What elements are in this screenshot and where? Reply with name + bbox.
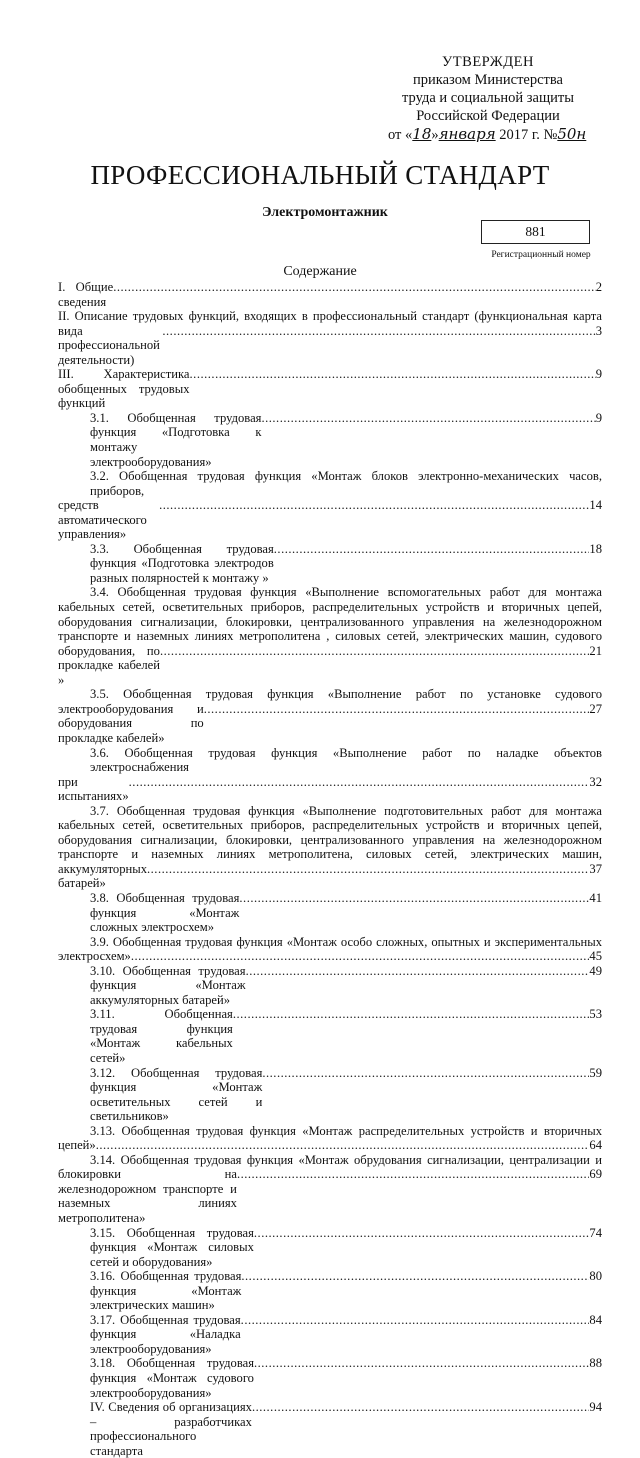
approval-block bbox=[388, 53, 588, 144]
toc-page-number: 3 bbox=[595, 323, 602, 338]
toc-entry[interactable] bbox=[58, 585, 602, 687]
toc-entry-title: вида профессиональной деятельности) bbox=[58, 323, 160, 367]
toc-leader-dots bbox=[233, 1007, 590, 1022]
toc-entry-line: кабельных сетей, осветительных приборов, распределительных устройств и вторичных цепей, bbox=[58, 818, 602, 833]
toc-leader-dots bbox=[159, 498, 589, 513]
toc-entry[interactable] bbox=[58, 1356, 602, 1400]
toc-entry-title: 3.11. Обобщенная трудовая функция «Монтаж кабельных сетей» bbox=[90, 1007, 233, 1065]
toc-entry-line: 3.6. Обобщенная трудовая функция «Выполнение работ по наладке объектов электроснабжения bbox=[90, 745, 602, 775]
toc-entry[interactable] bbox=[58, 280, 602, 309]
toc-entry-title: цепей» bbox=[58, 1138, 96, 1153]
toc-entry[interactable] bbox=[58, 1226, 602, 1270]
toc-entry-title: 3.17. Обобщенная трудовая функция «Наладка электрооборудования» bbox=[90, 1312, 241, 1356]
toc-entry-title: средств автоматического управления» bbox=[58, 498, 147, 542]
toc-entry-line: 3.9. Обобщенная трудовая функция «Монтаж особо сложных, опытных и экспериментальных bbox=[90, 934, 602, 949]
toc-page-number: 2 bbox=[595, 280, 602, 294]
toc-entry-title: оборудования, по прокладке кабелей » bbox=[58, 643, 160, 687]
toc-page-number: 45 bbox=[589, 949, 602, 964]
profession-name: Электромонтажник bbox=[262, 205, 388, 220]
approval-title: УТВЕРЖДЕН bbox=[442, 54, 534, 70]
page-title: ПРОФЕССИОНАЛЬНЫЙ СТАНДАРТ bbox=[90, 160, 550, 190]
toc-leader-dots bbox=[239, 891, 589, 906]
table-of-contents bbox=[58, 280, 602, 1458]
toc-page-number: 27 bbox=[589, 701, 602, 716]
toc-page-number: 37 bbox=[589, 861, 602, 876]
toc-entry-title: 3.18. Обобщенная трудовая функция «Монтаж судового электрооборудования» bbox=[90, 1356, 254, 1400]
toc-leader-dots bbox=[254, 1226, 590, 1241]
toc-page-number: 32 bbox=[589, 774, 602, 789]
toc-leader-dots bbox=[241, 1269, 589, 1284]
toc-leader-dots bbox=[252, 1400, 589, 1415]
toc-leader-dots bbox=[261, 411, 595, 426]
toc-entry-title: электрооборудования и оборудования по прокладке кабелей» bbox=[58, 701, 204, 745]
toc-entry-line: транспорте и наземных линиях метрополитена , силовых сетей, электрических машин, судового bbox=[58, 629, 602, 644]
toc-entry-title: 3.8. Обобщенная трудовая функция «Монтаж сложных электросхем» bbox=[90, 890, 240, 935]
toc-entry-line: 3.7. Обобщенная трудовая функция «Выполнение подготовительных работ для монтажа bbox=[90, 803, 602, 818]
toc-entry-line: 3.2. Обобщенная трудовая функция «Монтаж блоков электронно-механических часов, приборов, bbox=[90, 469, 602, 498]
toc-entry[interactable] bbox=[58, 891, 602, 935]
toc-entry-line: оборудования сигнализации, блокировки, централизованного управления на железнодорожном bbox=[58, 832, 602, 847]
toc-leader-dots bbox=[162, 324, 595, 339]
toc-page-number: 9 bbox=[595, 410, 602, 425]
toc-entry-title: 3.10. Обобщенная трудовая функция «Монтаж аккумуляторных батарей» bbox=[90, 963, 246, 1007]
toc-entry-title: при испытаниях» bbox=[58, 774, 129, 804]
toc-entry[interactable] bbox=[58, 411, 602, 469]
toc-entry[interactable] bbox=[58, 687, 602, 745]
toc-entry-title: 3.3. Обобщенная трудовая функция «Подготовка электродов разных полярностей к монтажу » bbox=[90, 541, 274, 585]
toc-leader-dots bbox=[274, 542, 590, 557]
approval-line-order: приказом Министерства bbox=[413, 72, 563, 88]
date-month: января bbox=[438, 125, 496, 143]
toc-page-number: 74 bbox=[589, 1225, 602, 1240]
toc-entry[interactable] bbox=[58, 367, 602, 411]
toc-entry-line: кабельных сетей, осветительных приборов, распределительных устройств и вторичных цепей, bbox=[58, 600, 602, 615]
toc-page-number: 21 bbox=[589, 643, 602, 658]
toc-entry-title: I. Общие сведения bbox=[58, 280, 114, 309]
toc-page-number: 14 bbox=[589, 498, 602, 513]
toc-leader-dots bbox=[113, 280, 596, 295]
order-number: 50н bbox=[557, 125, 587, 143]
toc-entry-title: III. Характеристика обобщенных трудовых функций bbox=[58, 367, 190, 411]
toc-leader-dots bbox=[241, 1313, 590, 1328]
toc-entry[interactable] bbox=[58, 935, 602, 964]
toc-leader-dots bbox=[190, 367, 596, 382]
toc-entry[interactable] bbox=[58, 469, 602, 542]
date-prefix: от « bbox=[388, 127, 413, 143]
toc-entry-line: 3.14. Обобщенная трудовая функция «Монтаж обрудования сигнализации, централизации и bbox=[90, 1152, 602, 1167]
toc-entry[interactable] bbox=[58, 542, 602, 586]
approval-line-ministry: труда и социальной защиты bbox=[402, 90, 574, 106]
toc-entry-title: 3.15. Обобщенная трудовая функция «Монтаж силовых сетей и оборудования» bbox=[90, 1225, 254, 1269]
registration-number-box: 881 bbox=[481, 220, 590, 244]
toc-page-number: 9 bbox=[595, 367, 602, 382]
toc-entry[interactable] bbox=[58, 1400, 602, 1458]
toc-leader-dots bbox=[254, 1356, 589, 1371]
toc-leader-dots bbox=[160, 644, 589, 659]
toc-entry[interactable] bbox=[58, 309, 602, 367]
toc-entry-title: IV. Сведения об организациях – разработчиках профессионального стандарта bbox=[90, 1400, 252, 1458]
toc-page-number: 88 bbox=[589, 1356, 602, 1371]
toc-leader-dots bbox=[262, 1066, 589, 1081]
toc-entry-line: II. Описание трудовых функций, входящих в профессиональный стандарт (функциональная карта bbox=[58, 309, 602, 324]
toc-entry-line: транспорте и наземных линиях метрополитена, силовых сетей, электрических машин, bbox=[58, 847, 602, 862]
toc-page-number: 18 bbox=[589, 541, 602, 556]
approval-line-country: Российской Федерации bbox=[416, 108, 560, 124]
toc-entry-title: блокировки на железнодорожном транспорте и наземных линиях метрополитена» bbox=[58, 1167, 237, 1225]
approval-date-line: от «18»января 2017 г. №50н bbox=[388, 125, 587, 143]
toc-entry[interactable] bbox=[58, 1124, 602, 1153]
date-day: 18 bbox=[412, 125, 432, 143]
toc-leader-dots bbox=[131, 949, 590, 964]
toc-page-number: 41 bbox=[589, 890, 602, 905]
toc-entry[interactable] bbox=[58, 1066, 602, 1124]
toc-entry-title: аккумуляторных батарей» bbox=[58, 861, 147, 891]
toc-page-number: 69 bbox=[589, 1167, 602, 1182]
toc-entry-line: 3.13. Обобщенная трудовая функция «Монтаж распределительных устройств и вторичных bbox=[90, 1123, 602, 1138]
toc-entry-title: 3.16. Обобщенная трудовая функция «Монтаж электрических машин» bbox=[90, 1269, 242, 1313]
toc-page-number: 84 bbox=[589, 1312, 602, 1327]
toc-heading: Содержание bbox=[283, 264, 357, 279]
toc-leader-dots bbox=[204, 702, 590, 717]
toc-leader-dots bbox=[246, 964, 590, 979]
date-year: 2017 г. № bbox=[499, 127, 558, 143]
toc-entry-title: 3.1. Обобщенная трудовая функция «Подготовка к монтажу электрооборудования» bbox=[90, 410, 262, 469]
toc-leader-dots bbox=[96, 1138, 590, 1153]
toc-entry[interactable] bbox=[58, 964, 602, 1008]
toc-page-number: 59 bbox=[589, 1065, 602, 1080]
toc-page-number: 80 bbox=[589, 1269, 602, 1284]
toc-entry-title: электросхем» bbox=[58, 949, 131, 964]
toc-leader-dots bbox=[129, 775, 590, 790]
toc-page-number: 64 bbox=[589, 1138, 602, 1153]
toc-entry[interactable] bbox=[58, 746, 602, 804]
toc-entry-line: 3.4. Обобщенная трудовая функция «Выполнение вспомогательных работ для монтажа bbox=[90, 585, 602, 600]
toc-entry[interactable] bbox=[58, 1153, 602, 1226]
toc-page-number: 94 bbox=[589, 1400, 602, 1415]
toc-entry[interactable] bbox=[58, 804, 602, 891]
toc-entry-title: 3.12. Обобщенная трудовая функция «Монтаж осветительных сетей и светильников» bbox=[90, 1065, 263, 1124]
toc-entry-line: 3.5. Обобщенная трудовая функция «Выполнение работ по установке судового bbox=[90, 687, 602, 702]
toc-page-number: 53 bbox=[589, 1007, 602, 1022]
toc-entry-line: оборудования сигнализации, блокировки, централизованного управления на железнодорожном bbox=[58, 614, 602, 629]
toc-page-number: 49 bbox=[589, 963, 602, 978]
registration-number-label: Регистрационный номер bbox=[491, 250, 591, 260]
toc-entry[interactable] bbox=[58, 1007, 602, 1065]
toc-entry[interactable] bbox=[58, 1269, 602, 1313]
toc-entry[interactable] bbox=[58, 1313, 602, 1357]
toc-leader-dots bbox=[237, 1167, 589, 1182]
toc-leader-dots bbox=[147, 862, 589, 877]
